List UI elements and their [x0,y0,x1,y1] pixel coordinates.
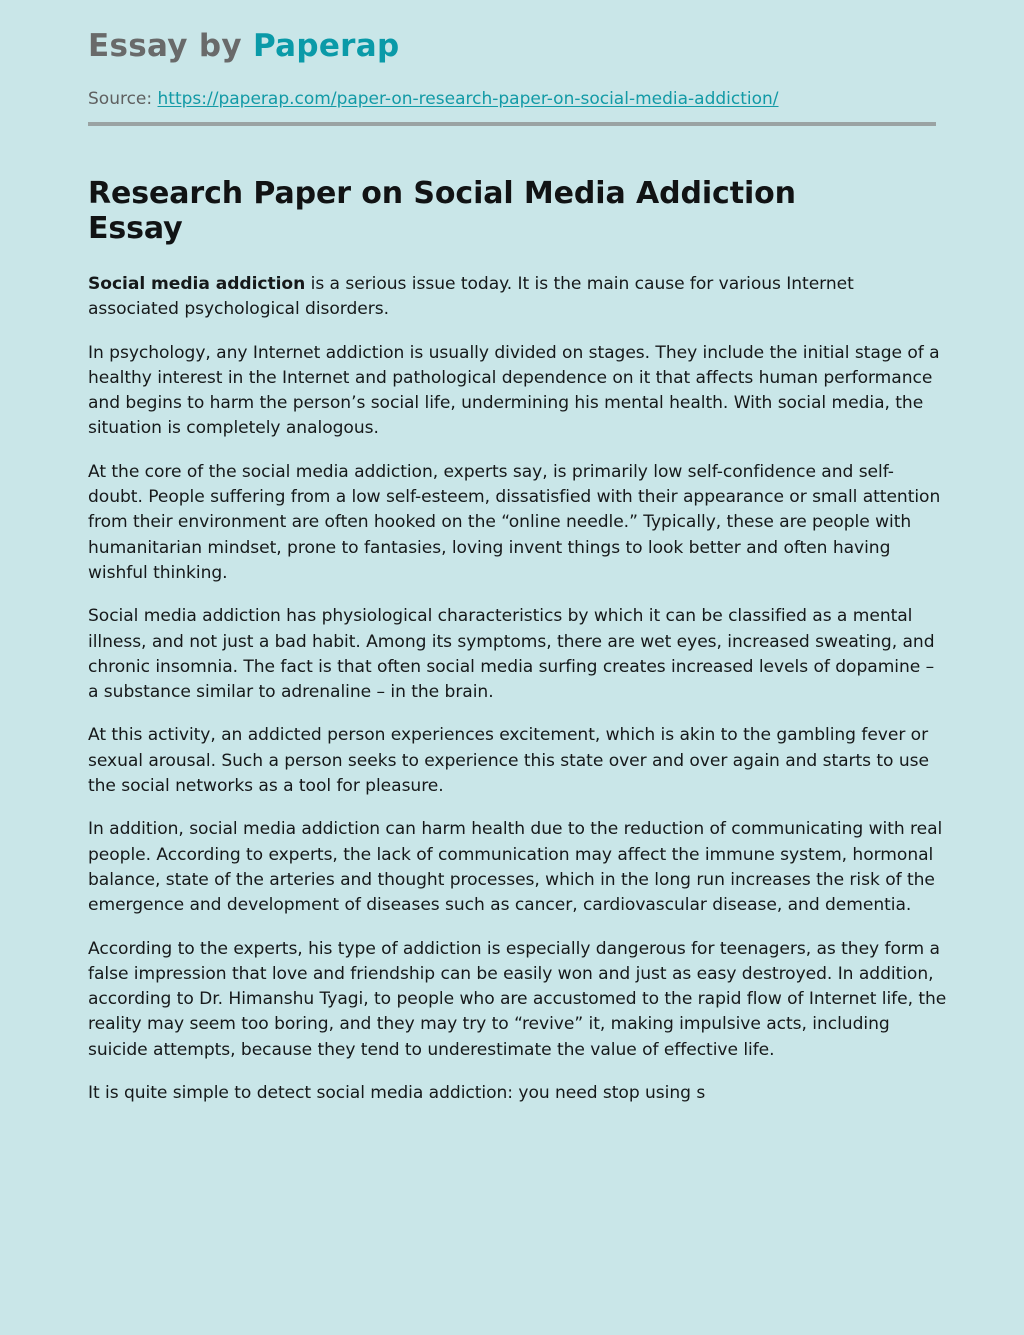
paragraph-5: At this activity, an addicted person experiences excitement, which is akin to the gambling fever or sexual arousal. Such a person seeks to experience this state over and over again and starts to use the social networks as a tool for pleasure. [88,725,929,797]
brand-prefix: Essay by [88,28,253,64]
paragraph-8: It is quite simple to detect social media addiction: you need stop using s [88,1083,706,1104]
paragraph-1-lead: Social media addiction [88,274,306,294]
paragraph-2: In psychology, any Internet addiction is usually divided on stages. They include the initial stage of a healthy interest in the Internet and pathological dependence on it that affects human performance and begins to harm the person’s social life, undermining his mental health. With social media, the situation is completely analogous. [88,342,940,439]
source-url-link[interactable]: https://paperap.com/paper-on-research-paper-on-social-media-addiction/ [157,89,779,109]
paragraph-1-rest: is a serious issue today. It is the main cause for various Internet associated psychological disorders. [88,274,854,320]
header-divider [88,122,936,126]
source-line [88,88,779,110]
brand-title [88,27,399,65]
paragraph-7: According to the experts, his type of addiction is especially dangerous for teenagers, as they form a false impression that love and friendship can be easily won and just as easy destroyed. In addition, according to Dr. Himanshu Tyagi, to people who are accustomed to the rapid flow of Internet life, the reality may seem too boring, and they may try to “revive” it, making impulsive acts, including suicide attempts, because they tend to underestimate the value of effective life. [88,938,947,1060]
page-title: Research Paper on Social Media Addiction Essay [88,176,796,246]
paragraph-1 [88,272,948,323]
article-body [88,176,948,1106]
paragraph-6: In addition, social media addiction can harm health due to the reduction of communicating with real people. According to experts, the lack of communication may affect the immune system, hormonal balance, state of the arteries and thought processes, which in the long run increases the risk of the emergence and development of diseases such as cancer, cardiovascular disease, and dementia. [88,819,943,916]
paragraph-4: Social media addiction has physiological characteristics by which it can be classified as a mental illness, and not just a bad habit. Among its symptoms, there are wet eyes, increased sweating, and chronic insomnia. The fact is that often social media surfing creates increased levels of dopamine – a substance similar to adrenaline – in the brain. [88,606,935,703]
source-label: Source: [88,89,153,109]
paragraph-3: At the core of the social media addiction, experts say, is primarily low self-confidence and self-doubt. People suffering from a low self-esteem, dissatisfied with their appearance or small attention from their environment are often hooked on the “online needle.” Typically, these are people with humanitarian mindset, prone to fantasies, loving invent things to look better and often having wishful thinking. [88,461,941,583]
brand-name: Paperap [252,28,400,64]
